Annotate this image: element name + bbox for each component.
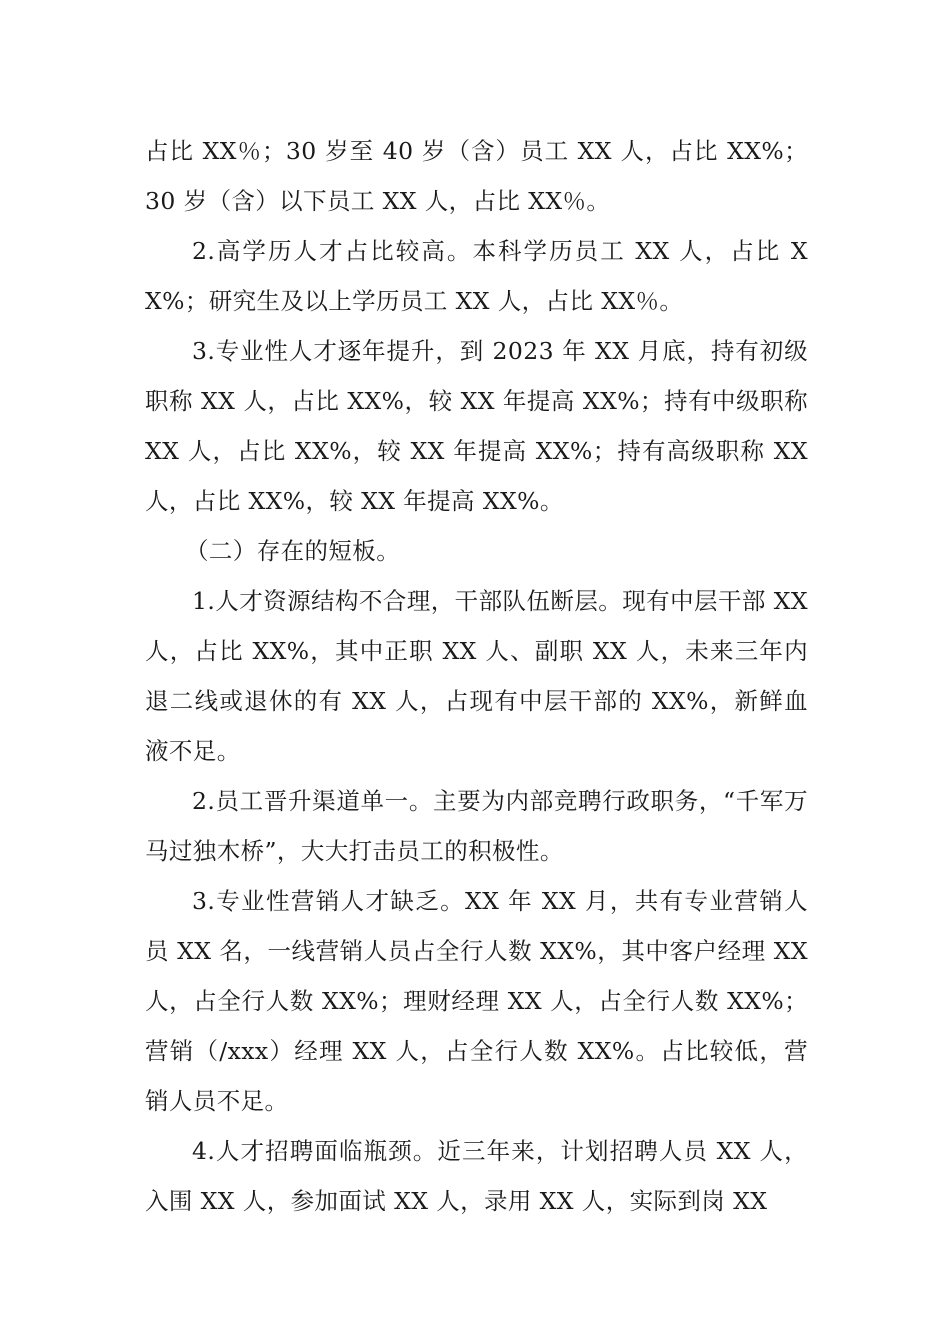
paragraph-professional-titles: 3.专业性人才逐年提升，到 2023 年 XX 月底，持有初级职称 XX 人，占比 XX%，较 XX 年提高 XX%；持有中级职称 XX 人，占比 XX%，较 XX 年提高 XX%；持有高级职称 XX 人，占比 XX%，较 XX 年提高 XX%。 xyxy=(145,337,808,515)
paragraph-education: 2.高学历人才占比较高。本科学历员工 XX 人，占比 XX%；研究生及以上学历员工 XX 人，占比 XX％。 xyxy=(145,237,808,315)
document-body xyxy=(145,126,808,1226)
paragraph-recruitment: 4.人才招聘面临瓶颈。近三年来，计划招聘人员 XX 人，入围 XX 人，参加面试 XX 人，录用 XX 人，实际到岗 XX xyxy=(145,1137,808,1215)
section-heading-shortcomings: （二）存在的短板。 xyxy=(185,537,401,565)
paragraph-age-distribution: 占比 XX％；30 岁至 40 岁（含）员工 XX 人，占比 XX%；30 岁（含）以下员工 XX 人，占比 XX％。 xyxy=(145,137,808,215)
paragraph-cadre-structure: 1.人才资源结构不合理，干部队伍断层。现有中层干部 XX 人，占比 XX%，其中正职 XX 人、副职 XX 人，未来三年内退二线或退休的有 XX 人，占现有中层干部的 XX%，新鲜血液不足。 xyxy=(145,587,808,765)
paragraph-marketing-talent: 3.专业性营销人才缺乏。XX 年 XX 月，共有专业营销人员 XX 名，一线营销人员占全行人数 XX%，其中客户经理 XX 人，占全行人数 XX%；理财经理 XX 人，占全行人数 XX%；营销（/xxx）经理 XX 人，占全行人数 XX%。占比较低，营销人员不足。 xyxy=(145,887,808,1115)
paragraph-promotion-channel: 2.员工晋升渠道单一。主要为内部竞聘行政职务，“千军万马过独木桥”，大大打击员工的积极性。 xyxy=(145,787,808,865)
